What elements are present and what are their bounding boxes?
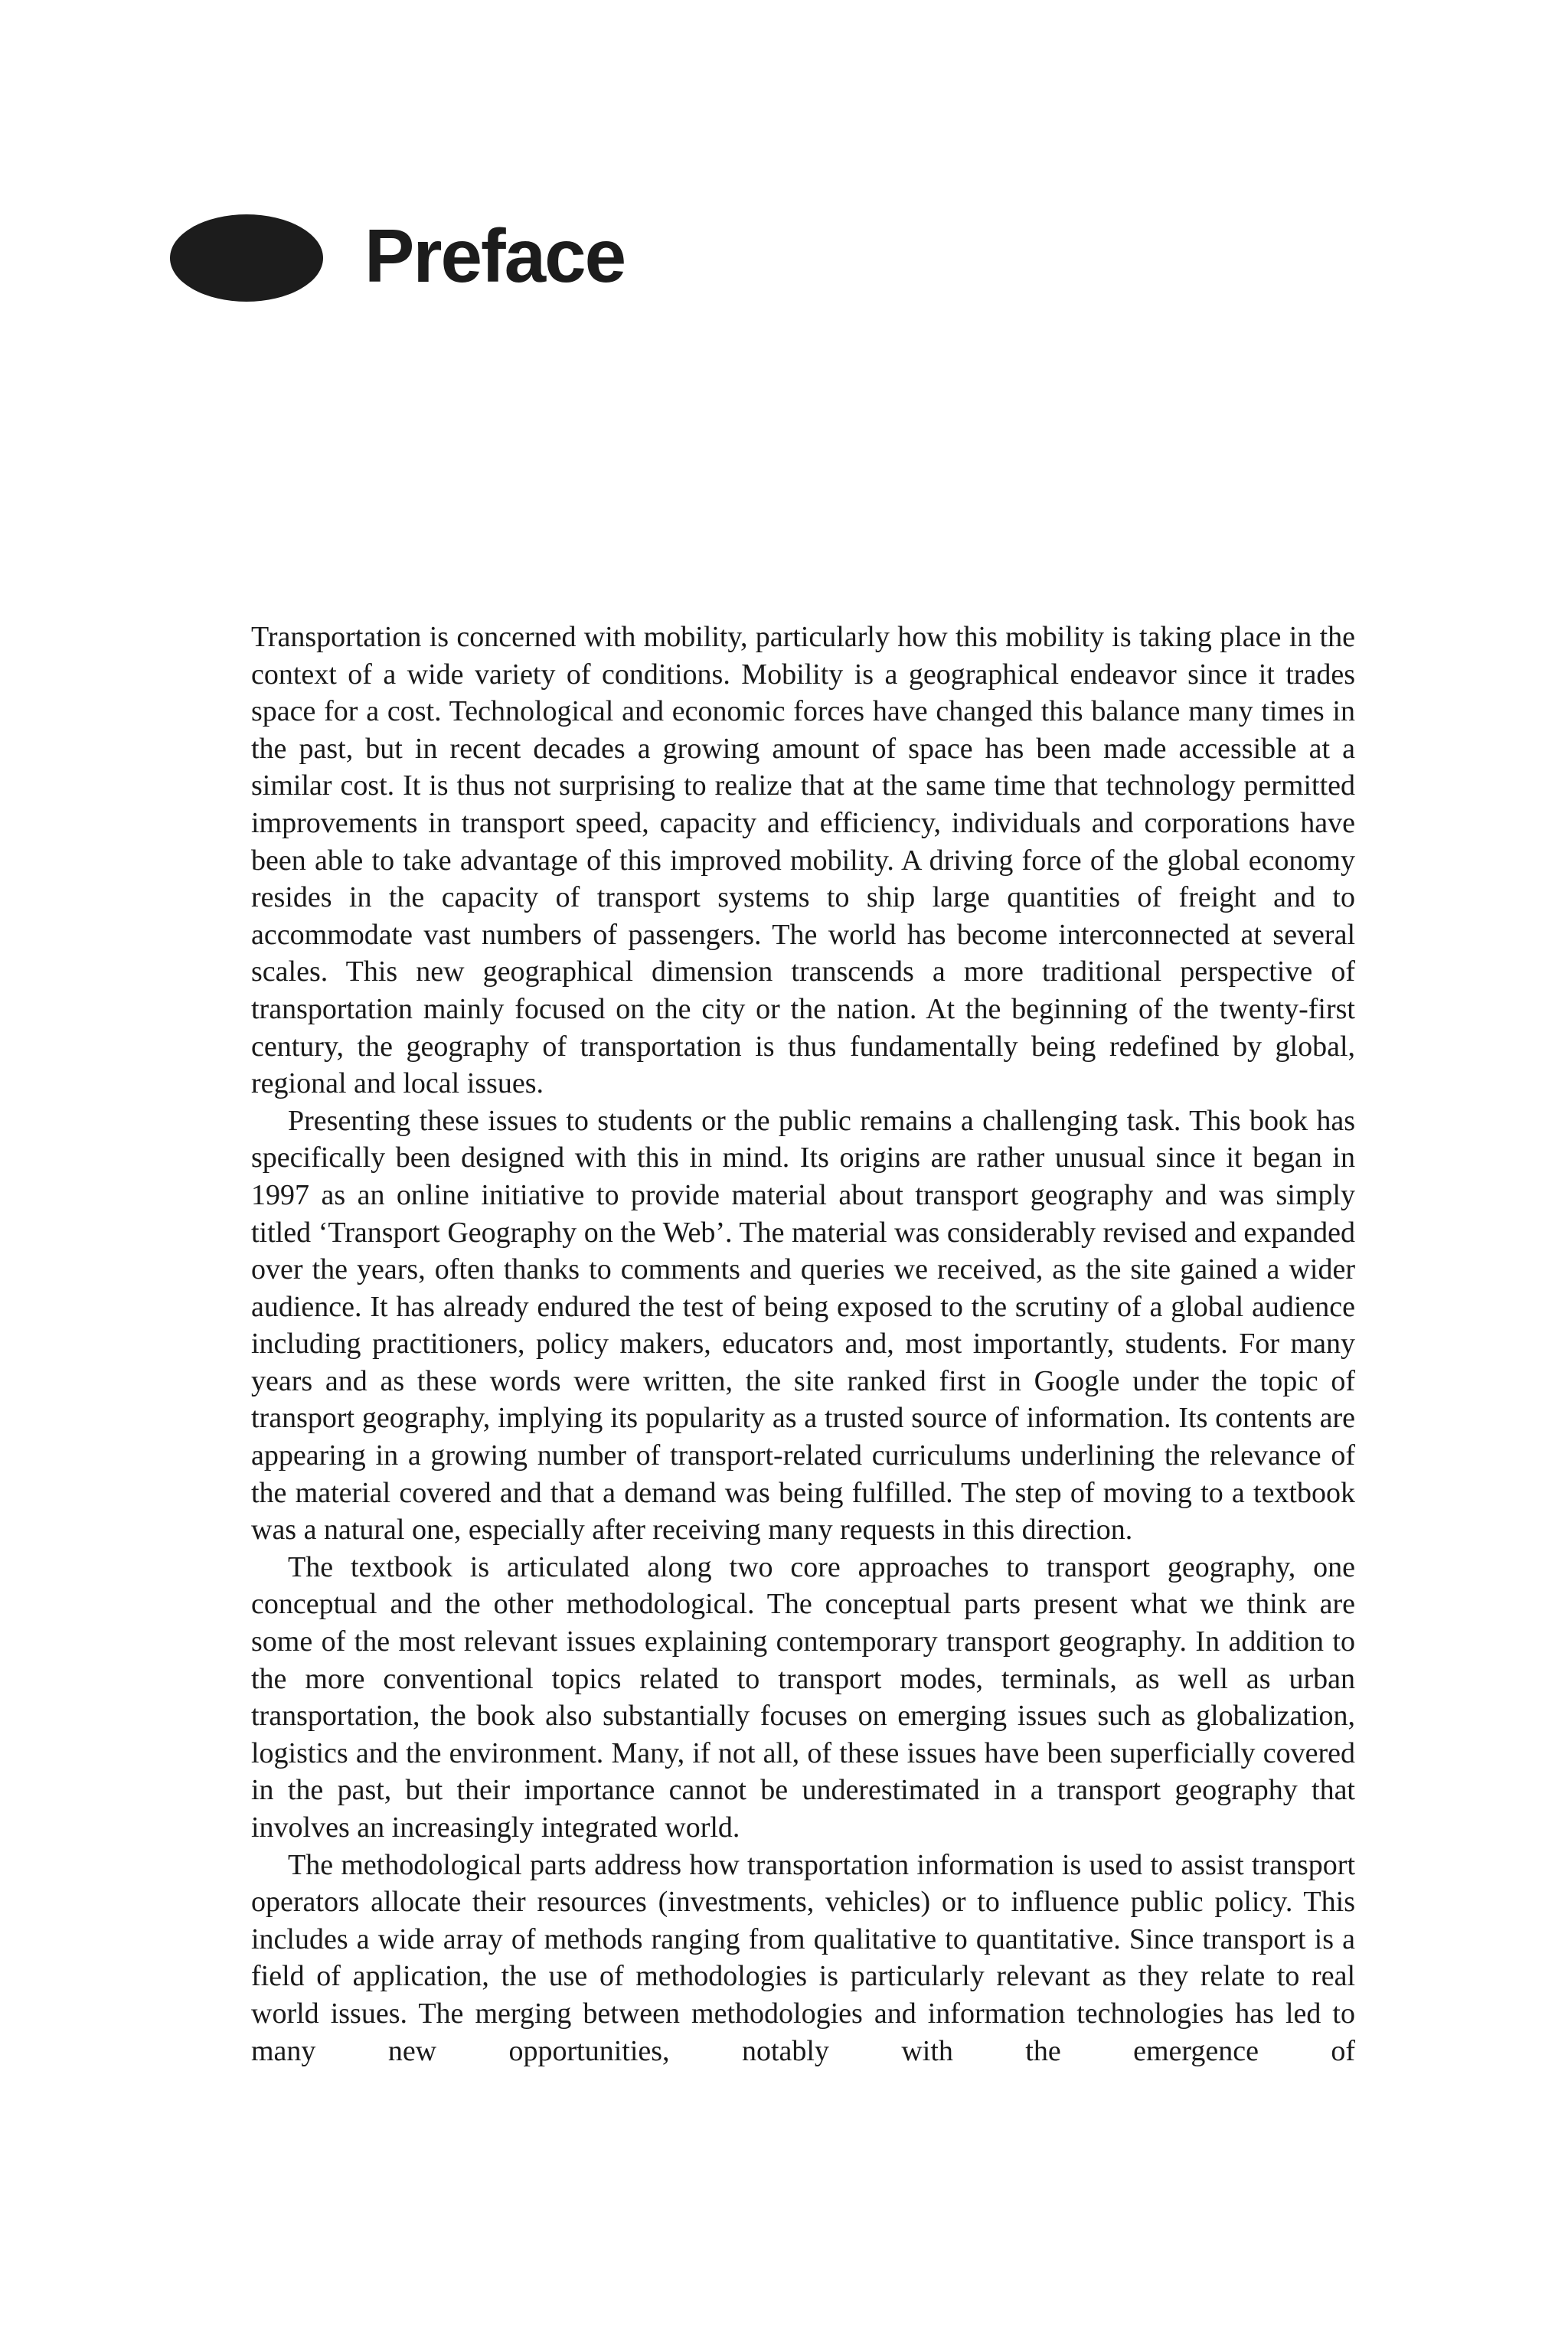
paragraph-4: The methodological parts address how transportation information is used to assist transport operators allocate their resources (investments, vehicles) or to influence public policy. This includes a wide array of methods ranging from qualitative to quantitative. Since transport is a field of application, the use of methodologies is particularly relevant as they relate to real world issues. The merging between methodologies and information technologies has led to many new opportunities, notably with the emergence of bbox=[251, 1848, 1355, 2067]
body-text bbox=[251, 619, 1355, 2069]
chapter-heading bbox=[170, 208, 625, 308]
paragraph-1: Transportation is concerned with mobility, particularly how this mobility is taking place in the context of a wide variety of conditions. Mobility is a geographical endeavor since it trades space for a cost. Technological and economic forces have changed this balance many times in the past, but in recent decades a growing amount of space has been made accessible at a similar cost. It is thus not surprising to realize that at the same time that technology permitted improvements in transport speed, capacity and efficiency, individuals and corporations have been able to take advantage of this improved mobility. A driving force of the global economy resides in the capacity of transport systems to ship large quantities of freight and to accommodate vast numbers of passengers. The world has become interconnected at several scales. This new geographical dimension transcends a more traditional perspective of transportation mainly focused on the city or the nation. At the beginning of the twenty-first century, the geography of transportation is thus fundamentally being redefined by global, regional and local issues. bbox=[251, 621, 1355, 1100]
chapter-title: Preface bbox=[364, 214, 626, 298]
paragraph-3: The textbook is articulated along two core approaches to transport geography, one conceptual and the other methodological. The conceptual parts present what we think are some of the most relevant issues explaining contemporary transport geography. In addition to the more conventional topics related to transport modes, terminals, as well as urban transportation, the book also substantially focuses on emerging issues such as globalization, logistics and the environment. Many, if not all, of these issues have been superficially covered in the past, but their importance cannot be underestimated in a transport geography that involves an increasingly integrated world. bbox=[251, 1550, 1355, 1844]
chapter-marker-icon bbox=[170, 214, 323, 302]
paragraph-2: Presenting these issues to students or the public remains a challenging task. This book has specifically been designed with this in mind. Its origins are rather unusual since it began in 1997 as an online initiative to provide material about transport geography and was simply titled ‘Transport Geography on the Web’. The material was considerably revised and expanded over the years, often thanks to comments and queries we received, as the site gained a wider audience. It has already endured the test of being exposed to the scrutiny of a global audience including practitioners, policy makers, educators and, most importantly, students. For many years and as these words were written, the site ranked first in Google under the topic of transport geography, implying its popularity as a trusted source of information. Its contents are appearing in a growing number of transport-related curriculums underlining the relevance of the material covered and that a demand was being fulfilled. The step of moving to a textbook was a natural one, especially after receiving many requests in this direction. bbox=[251, 1104, 1355, 1547]
